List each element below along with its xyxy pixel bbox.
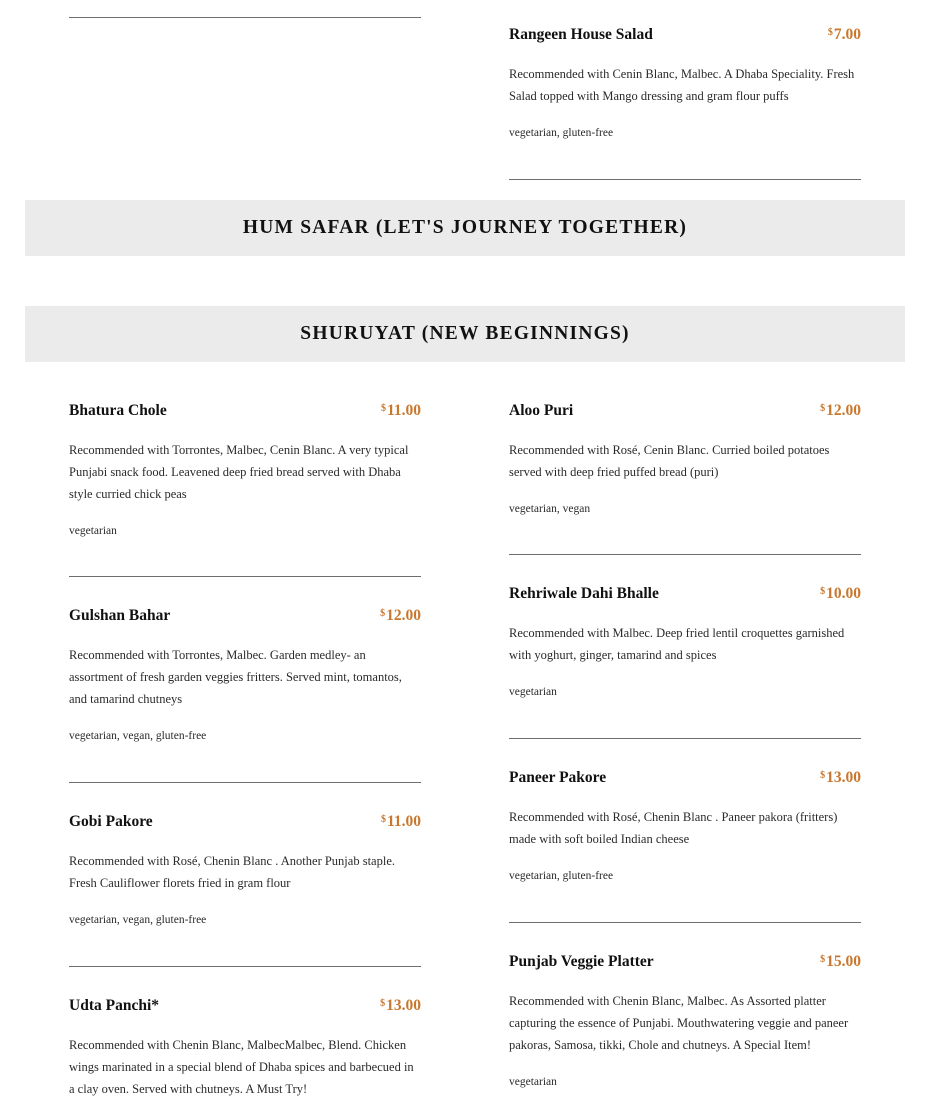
item-dietary-tags: vegetarian — [69, 525, 117, 537]
item-description: Recommended with Torrontes, Malbec, Cenin Blanc. A very typical Punjabi snack food. Leavened deep fried bread served with Dhaba style curried chick peas — [69, 443, 409, 501]
item-name: Gobi Pakore — [69, 813, 153, 830]
item-description: Recommended with Rosé, Cenin Blanc. Curried boiled potatoes served with deep fried puffed bread (puri) — [509, 443, 830, 479]
item-description: Recommended with Cenin Blanc, Malbec. A Dhaba Speciality. Fresh Salad topped with Mango dressing and gram flour puffs — [509, 67, 855, 103]
currency-symbol: $ — [380, 608, 386, 619]
item-dietary-tags: vegetarian, vegan, gluten-free — [69, 914, 207, 926]
item-name: Aloo Puri — [509, 402, 574, 419]
item-price — [380, 996, 421, 1016]
menu-item-paneer-pakore — [509, 768, 861, 884]
menu-item-gulshan-bahar — [69, 606, 421, 744]
menu-item-gobi-pakore — [69, 812, 421, 928]
item-name: Paneer Pakore — [509, 769, 607, 786]
currency-symbol: $ — [827, 27, 833, 38]
currency-symbol: $ — [380, 403, 386, 414]
section-header-shuruyat — [25, 306, 905, 362]
item-description: Recommended with Torrontes, Malbec. Garden medley- an assortment of fresh garden veggies fritters. Served mint, tomantos, and tamarind chutneys — [69, 648, 402, 706]
currency-symbol: $ — [820, 403, 826, 414]
item-dietary-tags: vegetarian, vegan, gluten-free — [69, 730, 207, 742]
divider-top-left — [69, 17, 421, 18]
currency-symbol: $ — [820, 586, 826, 597]
item-description: Recommended with Chenin Blanc, Malbec. As Assorted platter capturing the essence of Punjabi. Mouthwatering veggie and paneer pakoras, Samosa, tikki, Chole and chutneys. A Special Item! — [509, 994, 849, 1052]
item-description: Recommended with Chenin Blanc, MalbecMalbec, Blend. Chicken wings marinated in a special blend of Dhaba spices and barbecued in a clay oven. Served with chutneys. A Must Try! — [69, 1038, 414, 1096]
menu-item-rehriwale-dahi-bhalle — [509, 584, 861, 700]
divider — [509, 738, 861, 739]
item-price — [820, 952, 861, 972]
price-value: 11.00 — [386, 813, 421, 830]
item-price — [820, 584, 861, 604]
item-name: Rangeen House Salad — [509, 26, 653, 43]
item-description: Recommended with Malbec. Deep fried lentil croquettes garnished with yoghurt, ginger, tamarind and spices — [509, 626, 845, 662]
item-name: Punjab Veggie Platter — [509, 953, 654, 970]
price-value: 13.00 — [826, 769, 861, 786]
currency-symbol: $ — [380, 998, 386, 1009]
menu-item-rangeen-house-salad — [509, 25, 861, 141]
item-price — [380, 606, 421, 626]
item-dietary-tags: vegetarian — [509, 1076, 557, 1088]
item-name: Bhatura Chole — [69, 402, 167, 419]
item-dietary-tags: vegetarian, gluten-free — [509, 870, 614, 882]
divider — [509, 554, 861, 555]
price-value: 12.00 — [386, 607, 421, 624]
item-name: Rehriwale Dahi Bhalle — [509, 585, 659, 602]
price-value: 11.00 — [386, 402, 421, 419]
menu-item-aloo-puri — [509, 401, 861, 517]
price-value: 15.00 — [826, 953, 861, 970]
item-name: Gulshan Bahar — [69, 607, 171, 624]
section-header-hum-safar — [25, 200, 905, 256]
divider — [69, 966, 421, 967]
currency-symbol: $ — [380, 814, 386, 825]
divider — [509, 922, 861, 923]
price-value: 7.00 — [833, 26, 861, 43]
item-dietary-tags: vegetarian, vegan — [509, 503, 591, 515]
item-price — [381, 812, 421, 832]
item-dietary-tags: vegetarian, gluten-free — [509, 127, 614, 139]
item-price — [381, 401, 421, 421]
price-value: 12.00 — [826, 402, 861, 419]
divider-top-right — [509, 179, 861, 180]
price-value: 13.00 — [386, 997, 421, 1014]
divider — [69, 782, 421, 783]
item-dietary-tags: vegetarian — [509, 686, 557, 698]
price-value: 10.00 — [826, 585, 861, 602]
currency-symbol: $ — [820, 954, 826, 965]
menu-item-bhatura-chole — [69, 401, 421, 539]
item-price — [820, 401, 861, 421]
item-price — [828, 25, 861, 45]
section-title: HUM SAFAR (LET'S JOURNEY TOGETHER) — [242, 217, 688, 238]
item-description: Recommended with Rosé, Chenin Blanc . Another Punjab staple. Fresh Cauliflower florets fried in gram flour — [69, 854, 395, 890]
item-price — [820, 768, 861, 788]
menu-item-punjab-veggie-platter — [509, 952, 861, 1090]
currency-symbol: $ — [820, 770, 826, 781]
menu-item-udta-panchi — [69, 996, 421, 1100]
divider — [69, 576, 421, 577]
item-description: Recommended with Rosé, Chenin Blanc . Paneer pakora (fritters) made with soft boiled Indian cheese — [509, 810, 838, 846]
item-name: Udta Panchi* — [69, 997, 159, 1014]
section-title: SHURUYAT (NEW BEGINNINGS) — [300, 323, 630, 344]
